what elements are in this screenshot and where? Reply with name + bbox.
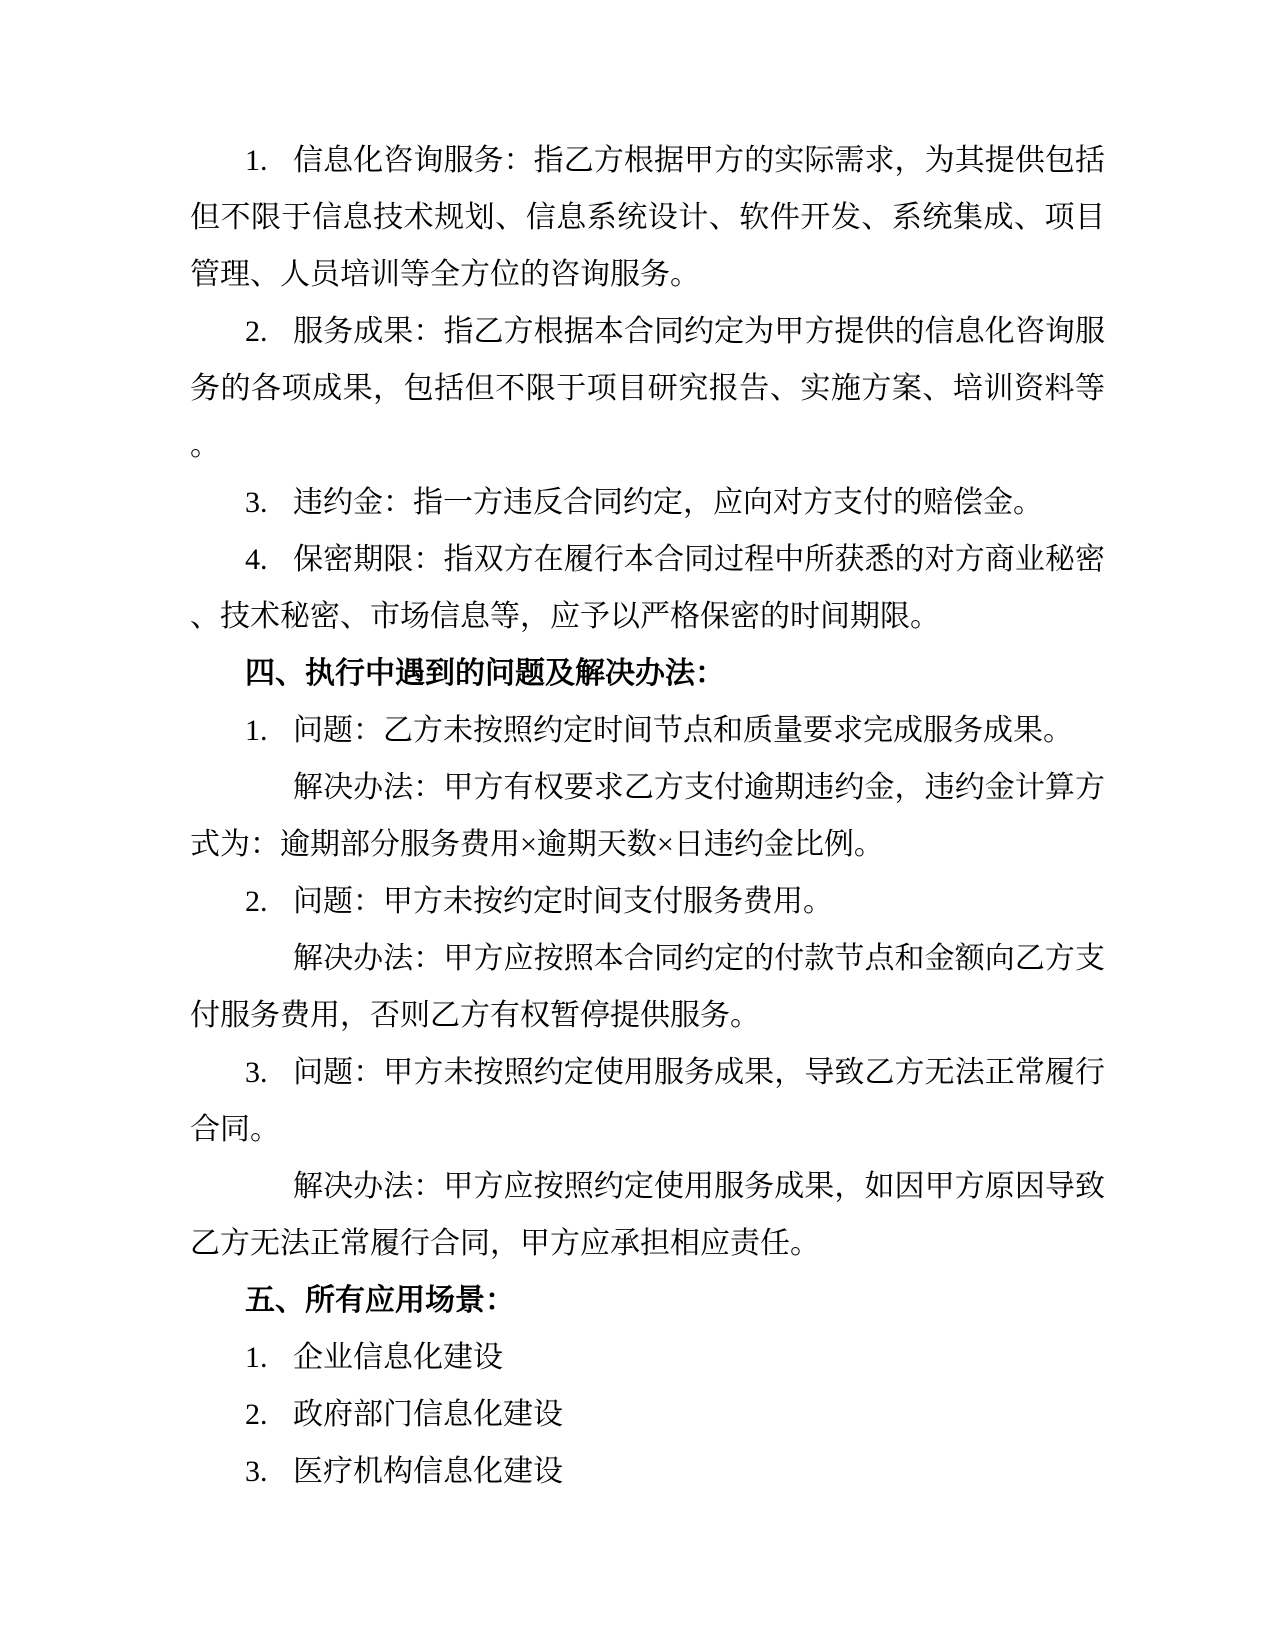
item-number: 3.: [245, 1455, 268, 1488]
problem-item: [190, 1044, 1105, 1158]
item-number: 2.: [245, 1398, 268, 1431]
problem-item: [190, 702, 1105, 759]
solution-paragraph: 解决办法：甲方有权要求乙方支付逾期违约金，违约金计算方式为：逾期部分服务费用×逾期天数×日违约金比例。: [190, 771, 1105, 861]
item-number: 1.: [245, 1341, 268, 1374]
scene-item: [190, 1443, 1105, 1500]
definition-item: [190, 531, 1105, 645]
item-number: 1.: [245, 714, 268, 747]
section5-heading: 五、所有应用场景：: [245, 1284, 515, 1317]
problem-item: [190, 873, 1105, 930]
item-number: 3.: [245, 486, 268, 519]
section4-heading: 四、执行中遇到的问题及解决办法：: [245, 657, 725, 690]
definition-item: [190, 474, 1105, 531]
item-text: 服务成果：指乙方根据本合同约定为甲方提供的信息化咨询服务的各项成果，包括但不限于项目研究报告、实施方案、培训资料等。: [190, 315, 1105, 462]
definition-item: [190, 303, 1105, 474]
solution-paragraph: 解决办法：甲方应按照约定使用服务成果，如因甲方原因导致乙方无法正常履行合同，甲方应承担相应责任。: [190, 1170, 1105, 1260]
item-text: 保密期限：指双方在履行本合同过程中所获悉的对方商业秘密、技术秘密、市场信息等，应予以严格保密的时间期限。: [190, 543, 1105, 633]
item-text: 违约金：指一方违反合同约定，应向对方支付的赔偿金。: [293, 486, 1043, 519]
item-number: 4.: [245, 543, 268, 576]
item-number: 1.: [245, 144, 268, 177]
solution-paragraph: 解决办法：甲方应按照本合同约定的付款节点和金额向乙方支付服务费用，否则乙方有权暂停提供服务。: [190, 942, 1105, 1032]
scene-item: [190, 1386, 1105, 1443]
scene-text: 医疗机构信息化建设: [293, 1455, 563, 1488]
definition-item: [190, 132, 1105, 303]
scene-item: [190, 1329, 1105, 1386]
scene-text: 政府部门信息化建设: [293, 1398, 563, 1431]
problem-text: 问题：乙方未按照约定时间节点和质量要求完成服务成果。: [293, 714, 1073, 747]
item-number: 2.: [245, 885, 268, 918]
item-number: 3.: [245, 1056, 268, 1089]
scene-text: 企业信息化建设: [293, 1341, 503, 1374]
problem-text: 问题：甲方未按约定时间支付服务费用。: [293, 885, 833, 918]
problem-text: 问题：甲方未按照约定使用服务成果，导致乙方无法正常履行合同。: [190, 1056, 1105, 1146]
document-body: [190, 132, 1105, 1500]
item-text: 信息化咨询服务：指乙方根据甲方的实际需求，为其提供包括但不限于信息技术规划、信息系统设计、软件开发、系统集成、项目管理、人员培训等全方位的咨询服务。: [190, 144, 1105, 291]
item-number: 2.: [245, 315, 268, 348]
